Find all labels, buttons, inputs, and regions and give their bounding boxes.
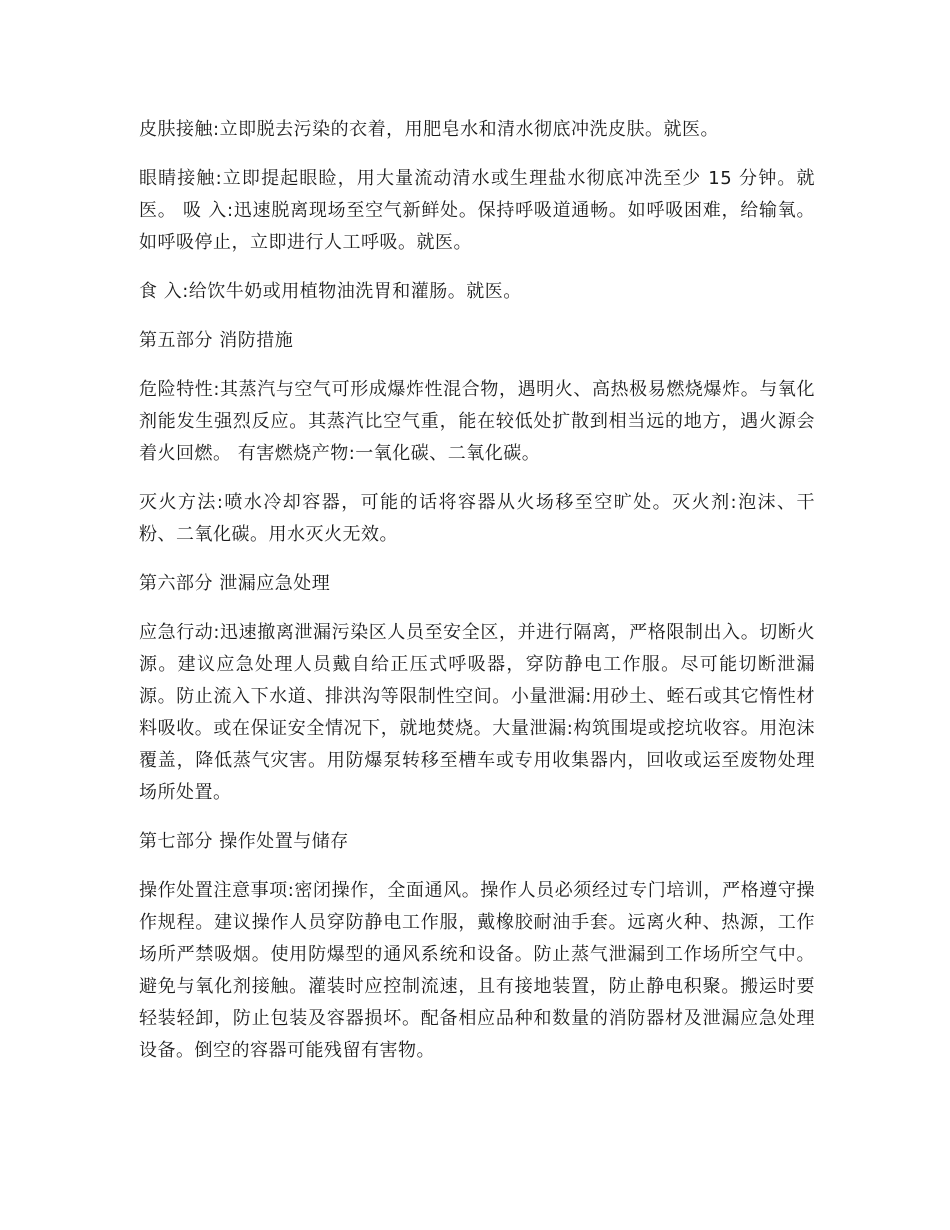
document-body xyxy=(139,114,815,1084)
section-heading-fire-measures: 第五部分 消防措施 xyxy=(139,330,294,351)
paragraph-hazard-properties: 危险特性:其蒸汽与空气可形成爆炸性混合物，遇明火、高热极易燃烧爆炸。与氧化剂能发生强烈反应。其蒸汽比空气重，能在较低处扩散到相当远的地方，遇火源会着火回燃。 有害燃烧产物:一氧化碳、二氧化碳。 xyxy=(139,379,815,464)
paragraph-emergency-action: 应急行动:迅速撤离泄漏污染区人员至安全区，并进行隔离，严格限制出入。切断火源。建议应急处理人员戴自给正压式呼吸器，穿防静电工作服。尽可能切断泄漏源。防止流入下水道、排洪沟等限制性空间。小量泄漏:用砂土、蛭石或其它惰性材料吸收。或在保证安全情况下，就地焚烧。大量泄漏:构筑围堤或挖坑收容。用泡沫覆盖，降低蒸气灾害。用防爆泵转移至槽车或专用收集器内，回收或运至废物处理场所处置。 xyxy=(139,622,815,803)
paragraph-ingestion: 食 入:给饮牛奶或用植物油洗胃和灌肠。就医。 xyxy=(139,281,522,302)
section-heading-handling-storage: 第七部分 操作处置与储存 xyxy=(139,831,349,852)
paragraph-eye-contact-inhalation: 眼睛接触:立即提起眼睑，用大量流动清水或生理盐水彻底冲洗至少 15 分钟。就医。 吸 入:迅速脱离现场至空气新鲜处。保持呼吸道通畅。如呼吸困难，给输氧。如呼吸停止，立即进行人工呼吸。就医。 xyxy=(139,168,815,253)
section-heading-leak-response: 第六部分 泄漏应急处理 xyxy=(139,573,331,594)
paragraph-handling-precautions: 操作处置注意事项:密闭操作，全面通风。操作人员必须经过专门培训，严格遵守操作规程。建议操作人员穿防静电工作服，戴橡胶耐油手套。远离火种、热源，工作场所严禁吸烟。使用防爆型的通风系统和设备。防止蒸气泄漏到工作场所空气中。避免与氧化剂接触。灌装时应控制流速，且有接地装置，防止静电积聚。搬运时要轻装轻卸，防止包装及容器损坏。配备相应品种和数量的消防器材及泄漏应急处理设备。倒空的容器可能残留有害物。 xyxy=(139,880,815,1061)
paragraph-skin-contact: 皮肤接触:立即脱去污染的衣着，用肥皂水和清水彻底冲洗皮肤。就医。 xyxy=(139,119,720,140)
paragraph-extinguishing-methods: 灭火方法:喷水冷却容器，可能的话将容器从火场移至空旷处。灭火剂:泡沫、干粉、二氧化碳。用水灭火无效。 xyxy=(139,492,815,545)
